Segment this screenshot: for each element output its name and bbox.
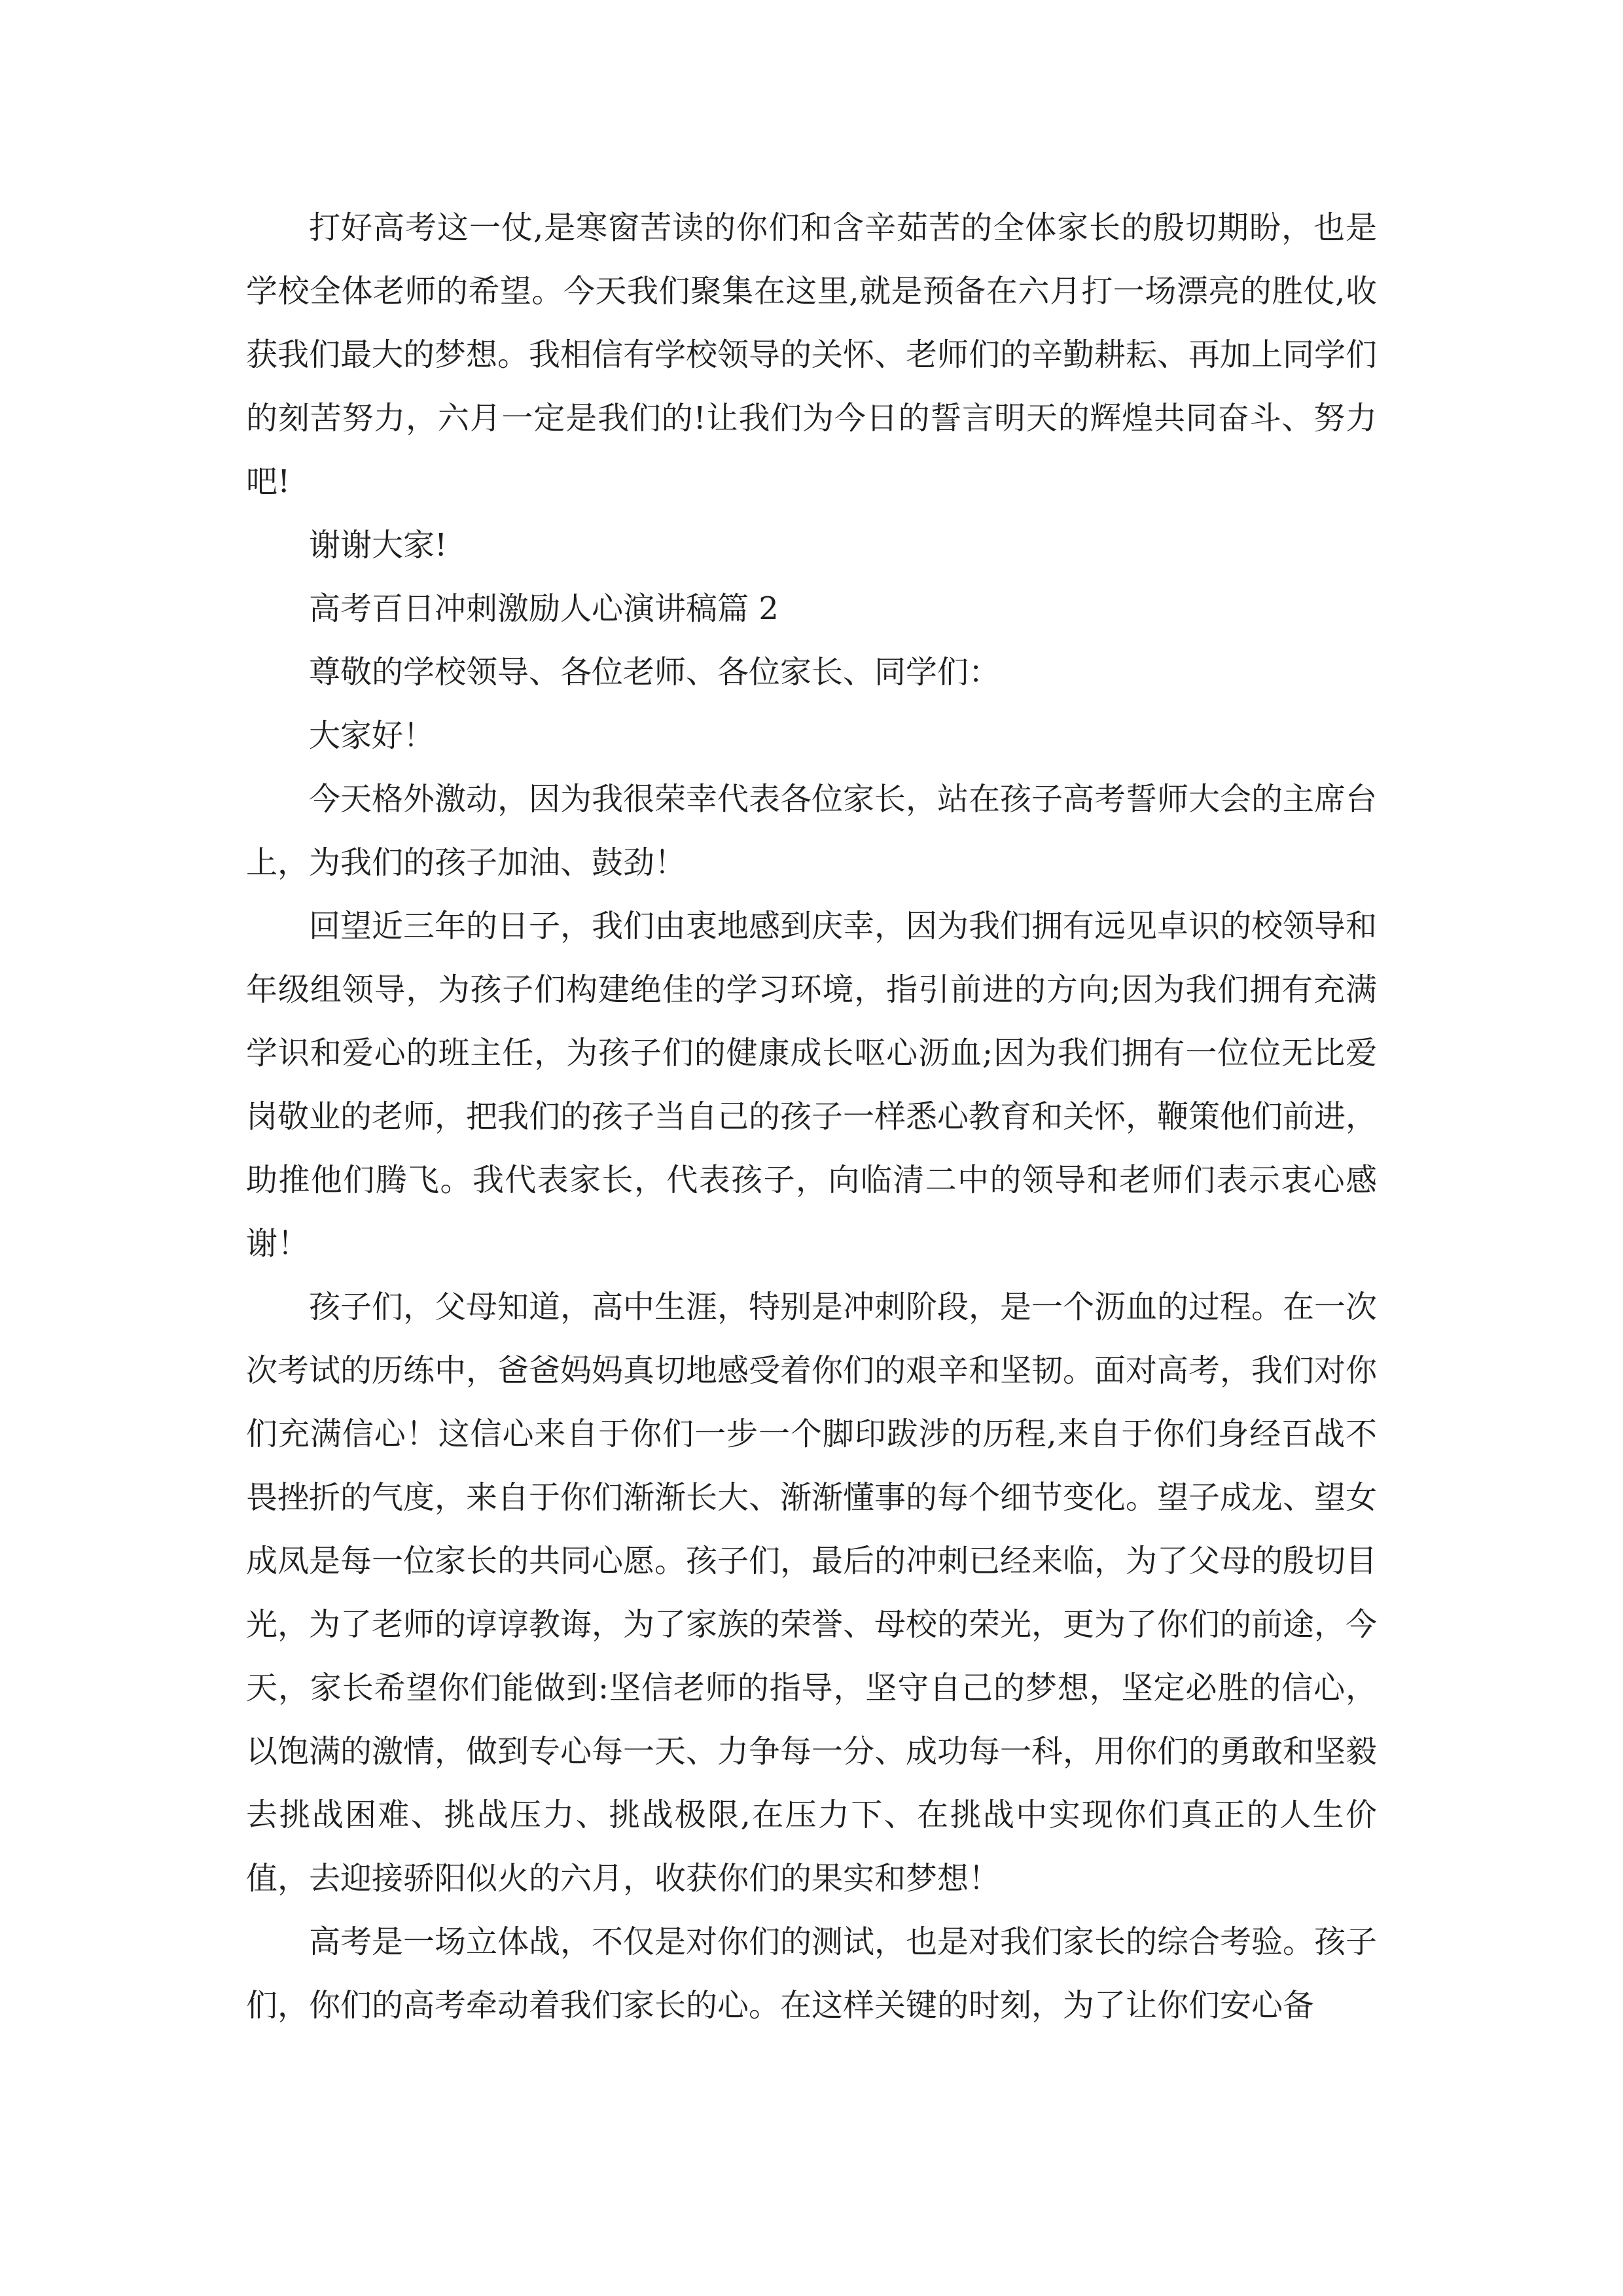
- section-heading: 高考百日冲刺激励人心演讲稿篇 2: [309, 590, 779, 627]
- paragraph-encouragement: 孩子们，父母知道，高中生涯，特别是冲刺阶段，是一个沥血的过程。在一次次考试的历练中，爸爸妈妈真切地感受着你们的艰辛和坚韧。面对高考，我们对你们充满信心！这信心来自于你们一步一个脚印跋涉的历程,来自于你们身经百战不畏挫折的气度，来自于你们渐渐长大、渐渐懂事的每个细节变化。望子成龙、望女成凤是每一位家长的共同心愿。孩子们，最后的冲刺已经来临，为了父母的殷切目光，为了老师的谆谆教诲，为了家族的荣誉、母校的荣光，更为了你们的前途，今天，家长希望你们能做到:坚信老师的指导，坚守自己的梦想，坚定必胜的信心，以饱满的激情，做到专心每一天、力争每一分、成功每一科，用你们的勇敢和坚毅去挑战困难、挑战压力、挑战极限,在压力下、在挑战中实现你们真正的人生价值，去迎接骄阳似火的六月，收获你们的果实和梦想！: [246, 1289, 1378, 1897]
- paragraph-thanks: 谢谢大家!: [309, 527, 448, 564]
- greeting: 大家好！: [309, 717, 435, 754]
- paragraph-gratitude: 回望近三年的日子，我们由衷地感到庆幸，因为我们拥有远见卓识的校领导和年级组领导，为孩子们构建绝佳的学习环境，指引前进的方向;因为我们拥有充满学识和爱心的班主任，为孩子们的健康成长呕心沥血;因为我们拥有一位位无比爱岗敬业的老师，把我们的孩子当自己的孩子一样悉心教育和关怀，鞭策他们前进，助推他们腾飞。我代表家长，代表孩子，向临清二中的领导和老师们表示衷心感谢！: [246, 908, 1378, 1262]
- salutation: 尊敬的学校领导、各位老师、各位家长、同学们：: [309, 654, 1001, 691]
- document-body: [246, 196, 1377, 2037]
- paragraph-closing-exhortation: 打好高考这一仗,是寒窗苦读的你们和含辛茹苦的全体家长的殷切期盼，也是学校全体老师的希望。今天我们聚集在这里,就是预备在六月打一场漂亮的胜仗,收获我们最大的梦想。我相信有学校领导的关怀、老师们的辛勤耕耘、再加上同学们的刻苦努力，六月一定是我们的!让我们为今日的誓言明天的辉煌共同奋斗、努力吧!: [246, 209, 1378, 500]
- paragraph-opening: 今天格外激动，因为我很荣幸代表各位家长，站在孩子高考誓师大会的主席台上，为我们的孩子加油、鼓劲！: [246, 781, 1378, 881]
- paragraph-exam-support: 高考是一场立体战，不仅是对你们的测试，也是对我们家长的综合考验。孩子们，你们的高考牵动着我们家长的心。在这样关键的时刻，为了让你们安心备: [246, 1924, 1378, 2024]
